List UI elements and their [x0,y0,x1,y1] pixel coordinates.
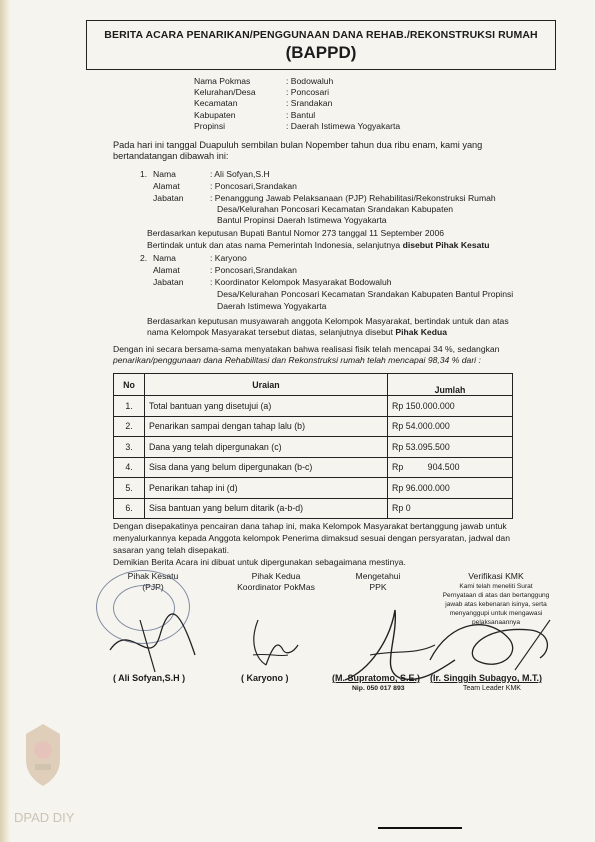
table-row [114,437,513,458]
location-value: : Srandakan [286,98,333,108]
row-number: 1. [114,396,145,417]
document-acronym: (BAPPD) [285,43,357,62]
row-description: Sisa bantuan yang belum ditarik (a-b-d) [145,498,388,519]
signer-name: ( Karyono ) [241,673,289,683]
signer-nip: Nip. 050 017 893 [352,685,405,692]
party-basis [147,327,447,337]
acting-text: Bertindak untuk dan atas nama Pemerintah Indonesia, selanjutnya [147,240,401,250]
row-number: 3. [114,437,145,458]
basis-role: Pihak Kedua [395,327,447,337]
column-header: Jumlah [388,374,513,396]
closing-line: menyalurkannya kepada Anggota kelompok Penerima dimaksud sesuai dengan persyaratan, jadwal dan [113,533,510,543]
location-label: Kecamatan [194,98,238,108]
progress-line: Dengan ini secara bersama-sama menyatakan bahwa realisasi fisik telah mencapai 34 %, sedangkan [113,344,500,354]
signer-name: (M. Supratomo, S.E.) [332,673,421,683]
signer-name: (Ir. Singgih Subagyo, M.T.) [430,673,542,683]
verification-note: menyanggupi untuk mengawasi [449,610,543,617]
table-row [114,396,513,417]
field-value: : Penanggung Jawab Pelaksanaan (PJP) Rehabilitasi/Rekonstruksi Rumah [210,193,496,203]
column-header: Uraian [145,374,388,396]
paper-edge [0,0,10,842]
signature-ali-sofyan [100,600,210,680]
row-number: 2. [114,416,145,437]
signer-title: Verifikasi KMK [468,571,524,581]
field-value: : Ali Sofyan,S.H [210,169,270,179]
finance-table [113,373,513,519]
closing-line: sasaran yang telah disepakati. [113,545,230,555]
signer-title: Pihak Kesatu [127,571,179,581]
field-value: : Koordinator Kelompok Masyarakat Bodowaluh [210,277,392,287]
footer-rule [378,827,462,829]
field-label: Alamat [153,181,180,191]
intro-line: Pada hari ini tanggal Duapuluh sembilan bulan Nopember tahun dua ribu enam, kami yang [113,140,483,150]
table-row [114,457,513,478]
field-value: Desa/Kelurahan Poncosari Kecamatan Srandakan Kabupaten [217,204,454,214]
signer-role: Koordinator PokMas [237,582,315,592]
signer-name: ( Ali Sofyan,S.H ) [113,673,186,683]
field-value: Bantul Propinsi Daerah Istimewa Yogyakarta [217,215,387,225]
intro-line: bertandatangan dibawah ini: [113,151,229,161]
title-box [86,20,556,70]
row-amount: Rp 54.000.000 [388,416,513,437]
acting-role: disebut Pihak Kesatu [402,240,490,250]
signer-title: Mengetahui [355,571,401,581]
signer-role: Team Leader KMK [463,685,521,692]
crest-icon [20,722,66,788]
party-number: 2. [140,253,148,263]
table-row [114,478,513,499]
watermark-text: DPAD DIY [14,810,75,825]
field-value: : Poncosari,Srandakan [210,181,297,191]
verification-note: Kami telah meneliti Surat [459,583,533,590]
location-value: : Bodowaluh [286,76,334,86]
row-description: Penarikan sampai dengan tahap lalu (b) [145,416,388,437]
row-number: 6. [114,498,145,519]
progress-line: penarikan/penggunaan dana Rehabilitasi dan Rekonstruksi rumah telah mencapai 98,34 % dari : [113,355,481,365]
field-value: : Karyono [210,253,247,263]
location-label: Propinsi [194,121,226,131]
field-label: Nama [153,253,176,263]
closing-line: Demikian Berita Acara ini dibuat untuk dipergunakan sebagaimana mestinya. [113,557,406,567]
party-basis: Berdasarkan keputusan musyawarah anggota Kelompok Masyarakat, bertindak untuk dan atas [147,316,509,326]
table-header-row [114,374,513,396]
signer-role: (PJP) [142,582,164,592]
basis-text: nama Kelompok Masyarakat tersebut diatas, selanjutnya disebut [147,327,394,337]
table-row [114,498,513,519]
document-title: BERITA ACARA PENARIKAN/PENGGUNAAN DANA REHAB./REKONSTRUKSI RUMAH [104,29,538,41]
party-number: 1. [140,169,148,179]
location-label: Kabupaten [194,110,236,120]
field-label: Nama [153,169,176,179]
row-number: 5. [114,478,145,499]
field-value: Daerah Istimewa Yogyakarta [217,301,327,311]
location-value: : Daerah Istimewa Yogyakarta [286,121,401,131]
row-description: Sisa dana yang belum dipergunakan (b-c) [145,457,388,478]
field-label: Jabatan [153,277,184,287]
location-value: : Bantul [286,110,316,120]
party-basis: Berdasarkan keputusan Bupati Bantul Nomor 273 tanggal 11 September 2006 [147,228,445,238]
location-label: Kelurahan/Desa [194,87,256,97]
verification-note: Pernyataan di atas dan bertanggung [442,592,550,599]
field-label: Jabatan [153,193,184,203]
location-label: Nama Pokmas [194,76,251,86]
row-number: 4. [114,457,145,478]
row-amount: Rp 904.500 [388,457,513,478]
column-header: No [114,374,145,396]
row-amount: Rp 150.000.000 [388,396,513,417]
signer-title: Pihak Kedua [251,571,301,581]
row-amount: Rp 0 [388,498,513,519]
verification-note: jawab atas kebenaran isinya, serta [445,601,547,608]
party-acting [147,240,490,250]
field-value: Desa/Kelurahan Poncosari Kecamatan Srandakan Kabupaten Bantul Propinsi [217,289,514,299]
row-amount: Rp 53.095.500 [388,437,513,458]
signer-role: PPK [369,582,387,592]
field-label: Alamat [153,265,180,275]
field-value: : Poncosari,Srandakan [210,265,297,275]
row-description: Penarikan tahap ini (d) [145,478,388,499]
closing-line: Dengan disepakatinya pencairan dana tahap ini, maka Kelompok Masyarakat bertanggung jawab untuk [113,521,507,531]
verification-note: pelaksanaannya [471,619,521,626]
row-description: Dana yang telah dipergunakan (c) [145,437,388,458]
row-amount: Rp 96.000.000 [388,478,513,499]
row-description: Total bantuan yang disetujui (a) [145,396,388,417]
signature-karyono [238,615,308,670]
location-value: : Poncosari [286,87,329,97]
table-row [114,416,513,437]
